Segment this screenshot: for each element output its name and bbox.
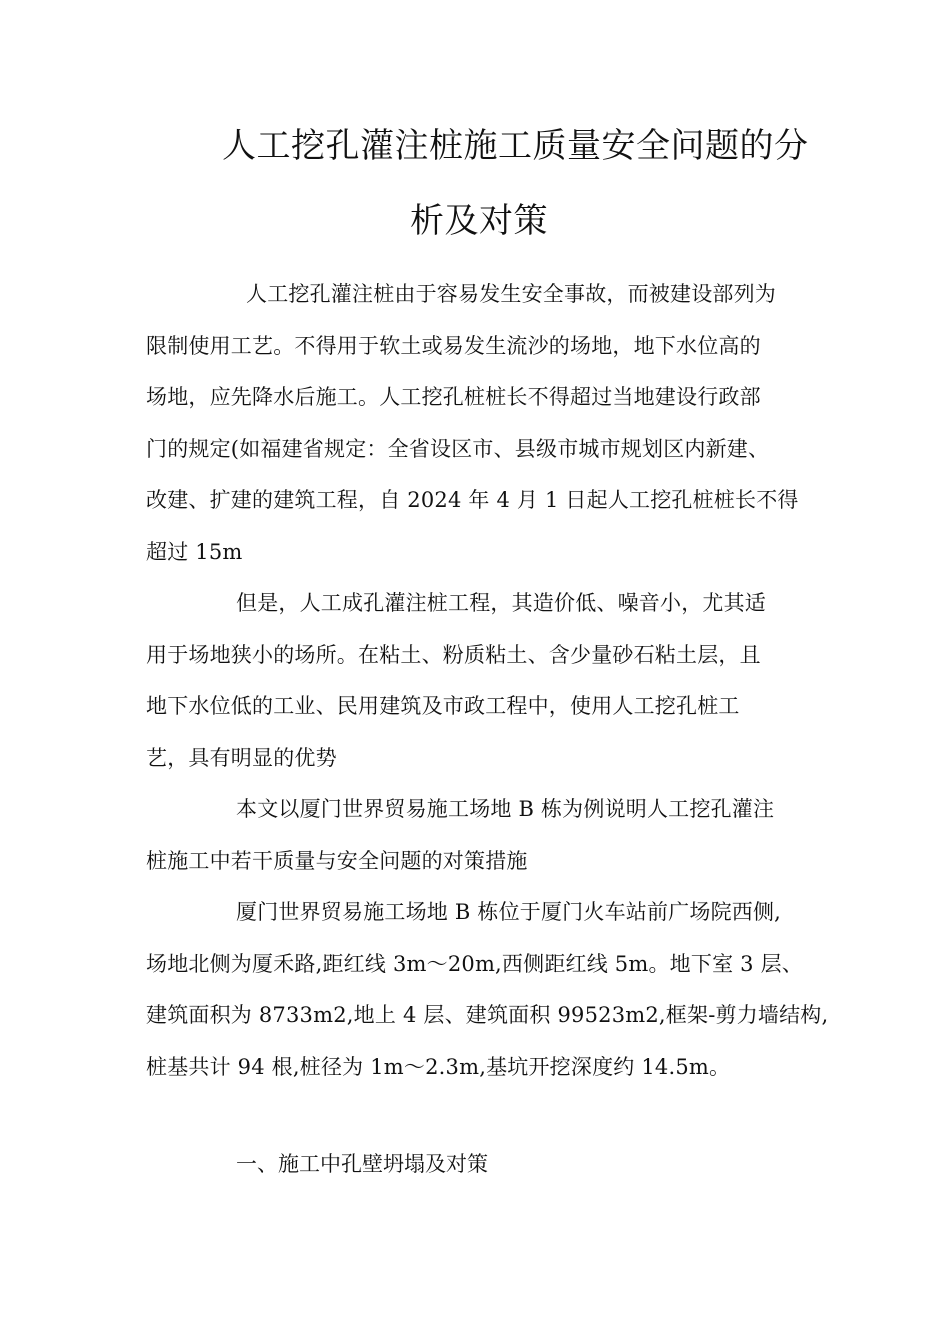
paragraph-4 [146, 887, 829, 1093]
section-heading: 一、施工中孔壁坍塌及对策 [236, 1152, 488, 1176]
paragraph-line: 地下水位低的工业、民用建筑及市政工程中，使用人工挖孔桩工 [146, 694, 740, 718]
paragraph-line: 厦门世界贸易施工场地 B 栋位于厦门火车站前广场院西侧, [236, 900, 782, 924]
paragraph-line: 门的规定(如福建省规定：全省设区市、县级市城市规划区内新建、 [146, 436, 770, 461]
paragraph-line: 桩基共计 94 根,桩径为 1m～2.3m,基坑开挖深度约 14.5m。 [146, 1054, 731, 1079]
paragraph-line: 场地，应先降水后施工。人工挖孔桩桩长不得超过当地建设行政部 [146, 385, 761, 409]
document-title-line-2: 析及对策 [410, 201, 548, 241]
paragraph-1 [146, 269, 818, 578]
paragraph-3 [146, 784, 818, 887]
paragraph-line: 桩施工中若干质量与安全问题的对策措施 [146, 848, 528, 873]
paragraph-line: 改建、扩建的建筑工程，自 2024 年 4 月 1 日起人工挖孔桩桩长不得 [146, 488, 799, 512]
paragraph-line: 本文以厦门世界贸易施工场地 B 栋为例说明人工挖孔灌注 [236, 797, 775, 821]
paragraph-line: 限制使用工艺。不得用于软土或易发生流沙的场地，地下水位高的 [146, 333, 761, 358]
paragraph-line: 场地北侧为厦禾路,距红线 3m～20m,西侧距红线 5m。地下室 3 层、 [146, 951, 803, 976]
paragraph-line: 超过 15m [146, 539, 243, 564]
paragraph-line: 艺，具有明显的优势 [146, 745, 337, 770]
paragraph-line: 人工挖孔灌注桩由于容易发生安全事故，而被建设部列为 [246, 282, 776, 306]
paragraph-line: 建筑面积为 8733m2,地上 4 层、建筑面积 99523m2,框架-剪力墙结构, [146, 1003, 829, 1027]
paragraph-2 [146, 578, 818, 784]
paragraph-line: 但是，人工成孔灌注桩工程，其造价低、噪音小，尤其适 [236, 591, 766, 615]
document-title-line-1: 人工挖孔灌注桩施工质量安全问题的分 [222, 126, 809, 166]
paragraph-line: 用于场地狭小的场所。在粘土、粉质粘土、含少量砂石粘土层，且 [146, 642, 761, 667]
